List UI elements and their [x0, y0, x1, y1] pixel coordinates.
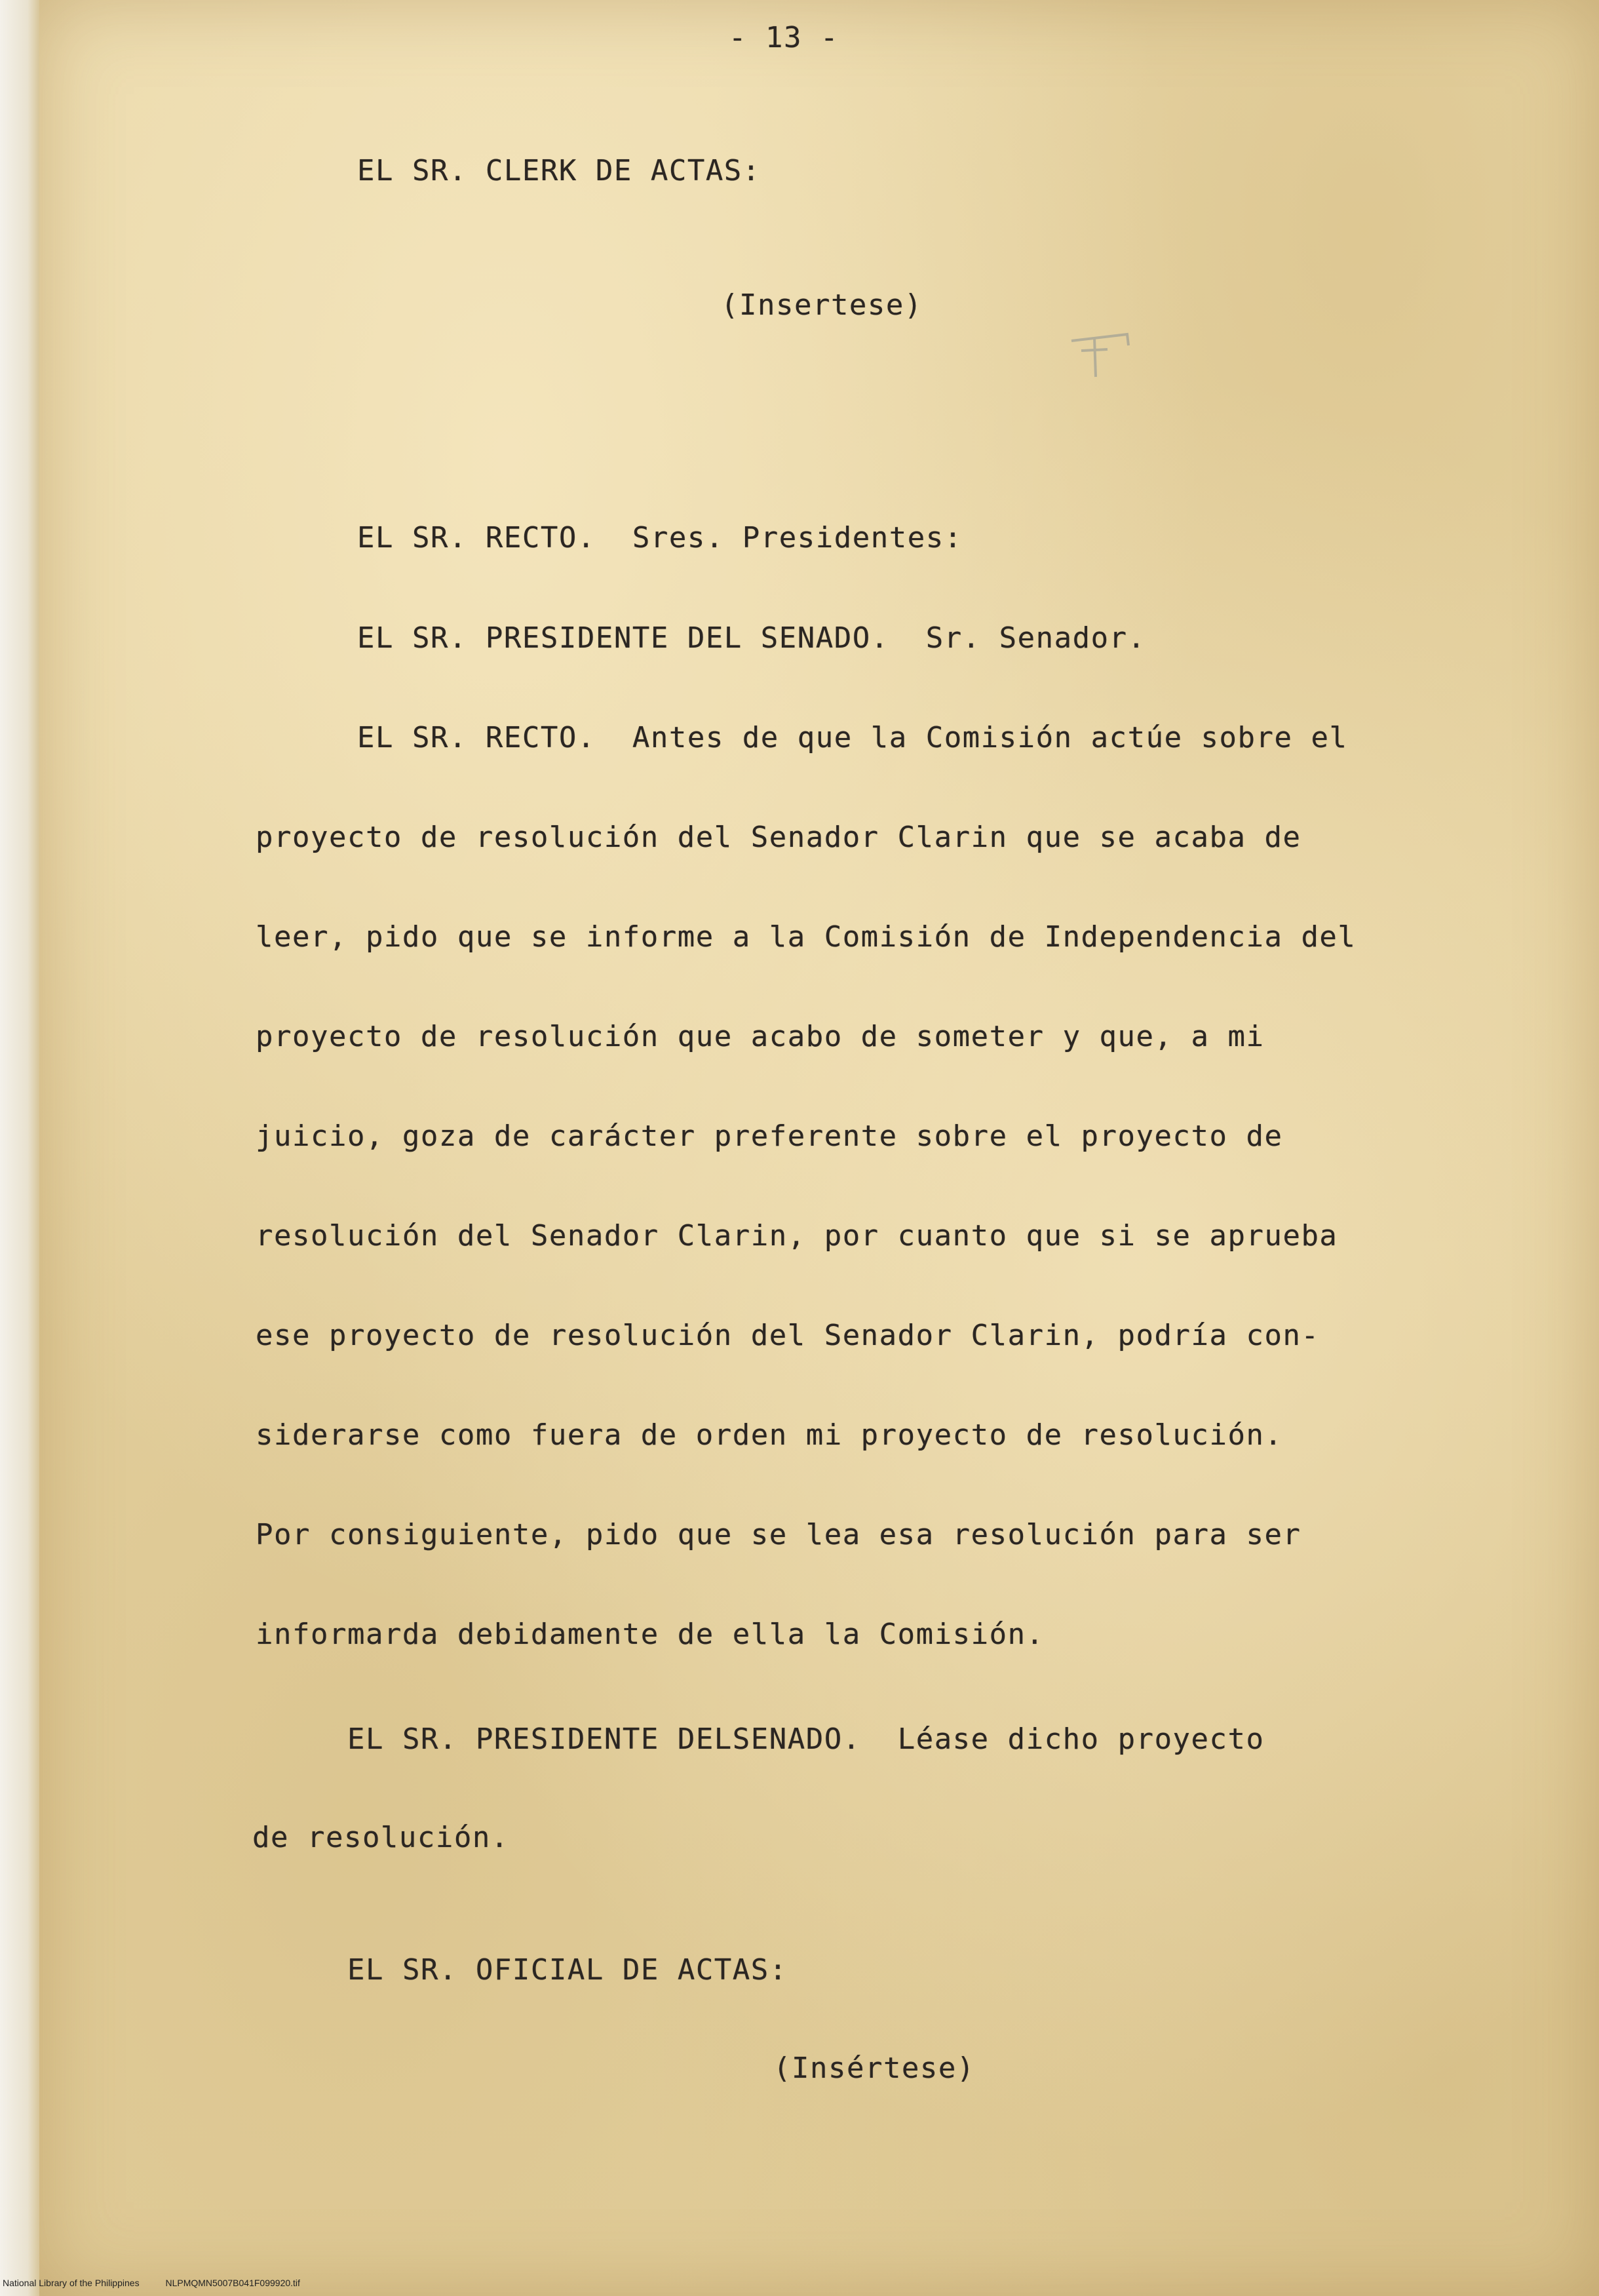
speech-line: proyecto de resolución que acabo de someter y que, a mi [256, 1020, 1265, 1053]
speech-line: Por consiguiente, pido que se lea esa resolución para ser [256, 1518, 1301, 1551]
file-id: NLPMQMN5007B041F099920.tif [165, 2278, 300, 2288]
speaker-line: EL SR. OFICIAL DE ACTAS: [347, 1953, 788, 1987]
speech-line: de resolución. [252, 1821, 509, 1854]
insert-note: (Insértese) [773, 2052, 975, 2085]
speech-line: EL SR. RECTO. Antes de que la Comisión actúe sobre el [357, 721, 1348, 754]
page-number: - 13 - [729, 21, 839, 54]
speech-line: siderarse como fuera de orden mi proyecto de resolución. [256, 1418, 1283, 1452]
document-page [39, 0, 1599, 2296]
speaker-line: EL SR. PRESIDENTE DELSENADO. Léase dicho proyecto [347, 1722, 1265, 1756]
speech-line: resolución del Senador Clarin, por cuanto que si se aprueba [256, 1219, 1338, 1253]
insert-note: (Insertese) [721, 288, 923, 322]
scan-margin [0, 0, 39, 2296]
speech-line: juicio, goza de carácter preferente sobre el proyecto de [256, 1119, 1283, 1153]
speaker-line: EL SR. RECTO. Sres. Presidentes: [357, 521, 963, 555]
speaker-line: EL SR. PRESIDENTE DEL SENADO. Sr. Senador. [357, 621, 1146, 655]
library-name: National Library of the Philippines [3, 2278, 140, 2288]
speech-line: leer, pido que se informe a la Comisión de Independencia del [256, 920, 1357, 954]
speaker-line: EL SR. CLERK DE ACTAS: [357, 154, 761, 187]
speech-line: ese proyecto de resolución del Senador Clarin, podría con- [256, 1319, 1320, 1352]
speech-line: proyecto de resolución del Senador Clarin que se acaba de [256, 821, 1301, 854]
scan-footer [3, 2278, 324, 2288]
speech-line: informarda debidamente de ella la Comisión. [256, 1618, 1045, 1651]
ink-stamp-mark [1068, 331, 1134, 383]
